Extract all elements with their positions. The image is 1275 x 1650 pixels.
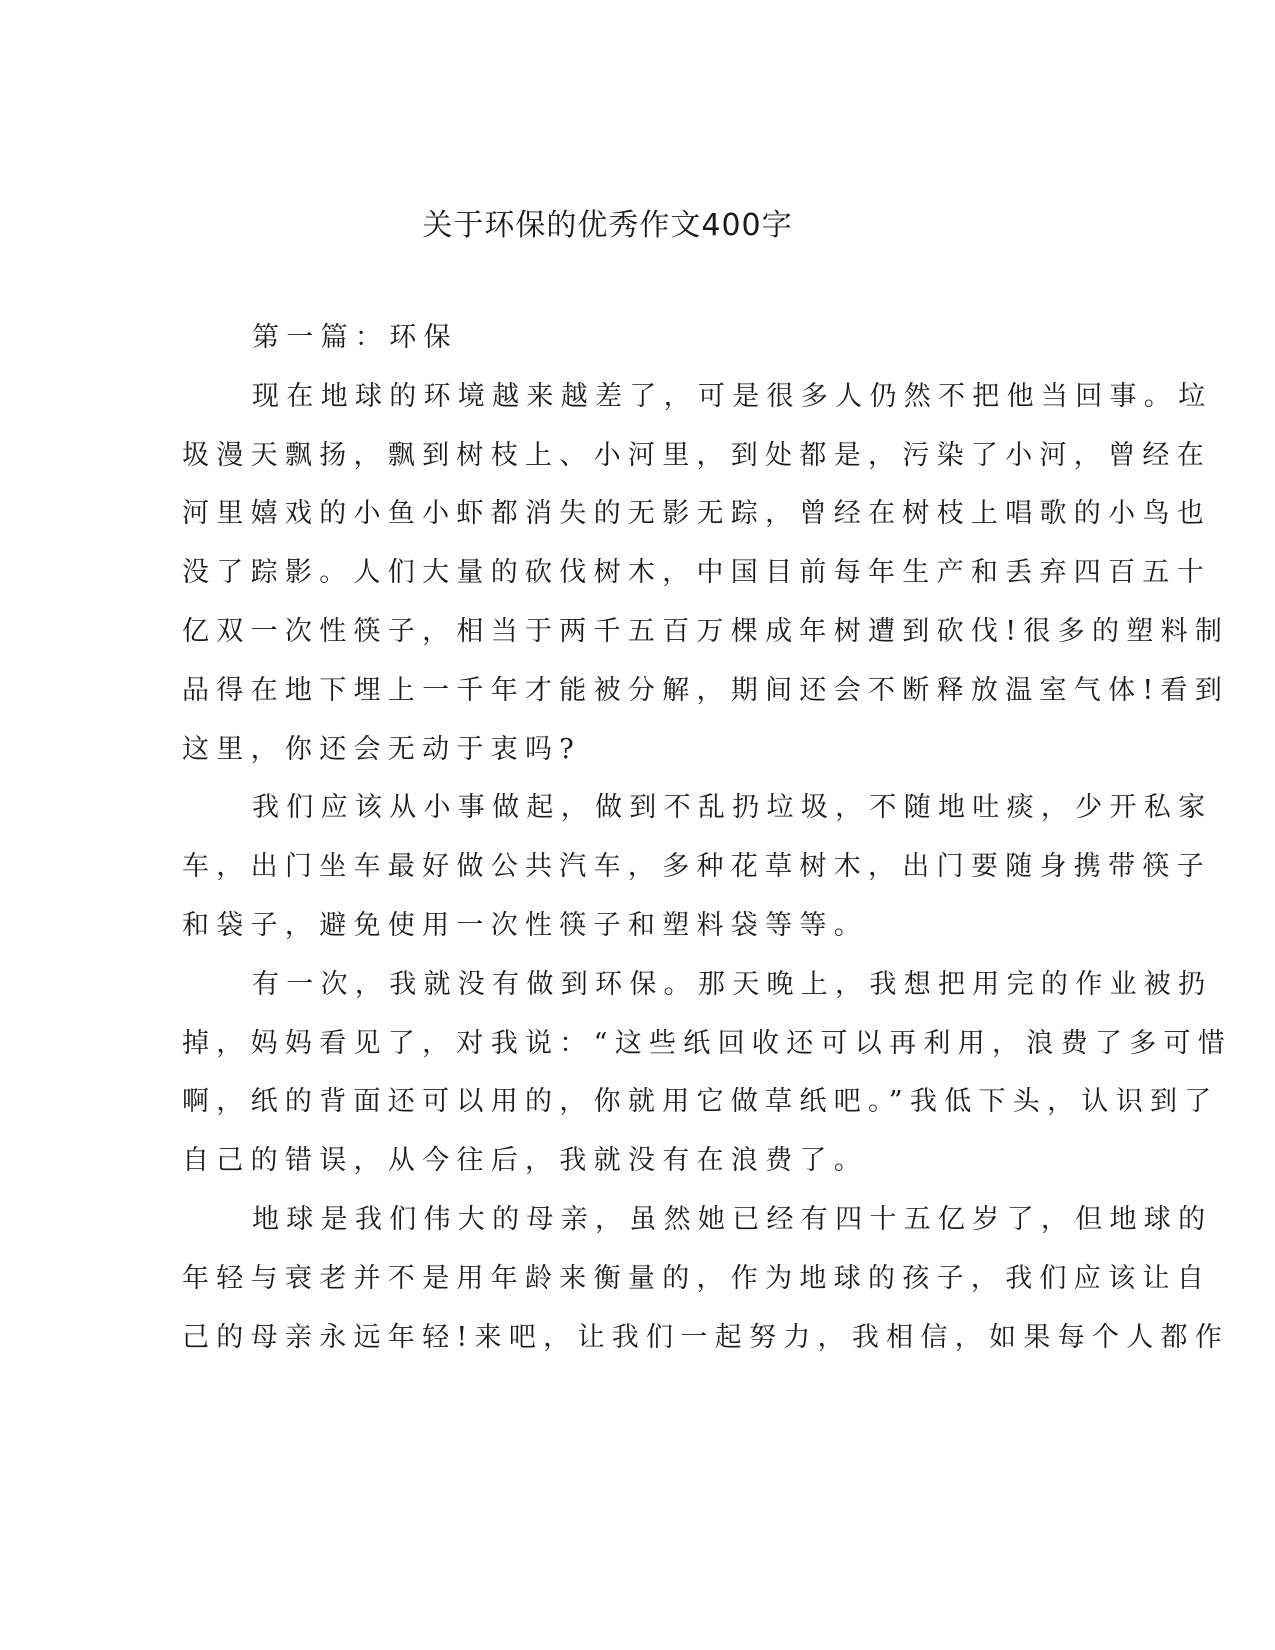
text-line: 现在地球的环境越来越差了，可是很多人仍然不把他当回事。垃	[252, 380, 1213, 412]
text-line: 亿双一次性筷子，相当于两千五百万棵成年树遭到砍伐!很多的塑料制	[182, 615, 1230, 647]
text-line: 河里嬉戏的小鱼小虾都消失的无影无踪，曾经在树枝上唱歌的小鸟也	[182, 498, 1211, 530]
text-line: 掉，妈妈看见了，对我说：“这些纸回收还可以再利用，浪费了多可惜	[182, 1027, 1233, 1059]
text-line: 有一次，我就没有做到环保。那天晚上，我想把用完的作业被扔	[252, 968, 1213, 1000]
text-line: 自己的错误，从今往后，我就没有在浪费了。	[182, 1145, 868, 1177]
text-line: 品得在地下埋上一千年才能被分解，期间还会不断释放温室气体!看到	[182, 674, 1230, 706]
text-line: 车，出门坐车最好做公共汽车，多种花草树木，出门要随身携带筷子	[182, 851, 1211, 883]
text-line: 和袋子，避免使用一次性筷子和塑料袋等等。	[182, 909, 868, 941]
text-line: 己的母亲永远年轻!来吧，让我们一起努力，我相信，如果每个人都作	[182, 1321, 1230, 1353]
text-line: 我们应该从小事做起，做到不乱扔垃圾，不随地吐痰，少开私家	[252, 792, 1213, 824]
text-line: 这里，你还会无动于衷吗?	[182, 733, 582, 765]
text-line: 圾漫天飘扬，飘到树枝上、小河里，到处都是，污染了小河，曾经在	[182, 439, 1211, 471]
section-heading: 第一篇：环保	[252, 322, 458, 353]
text-line: 年轻与衰老并不是用年龄来衡量的，作为地球的孩子，我们应该让自	[182, 1262, 1211, 1294]
text-line: 地球是我们伟大的母亲，虽然她已经有四十五亿岁了，但地球的	[252, 1203, 1213, 1235]
document-title: 关于环保的优秀作文400字	[422, 208, 793, 243]
text-line: 没了踪影。人们大量的砍伐树木，中国目前每年生产和丢弃四百五十	[182, 557, 1211, 589]
text-line: 啊，纸的背面还可以用的，你就用它做草纸吧。”我低下头，认识到了	[182, 1086, 1219, 1118]
document-body	[182, 318, 1233, 1376]
